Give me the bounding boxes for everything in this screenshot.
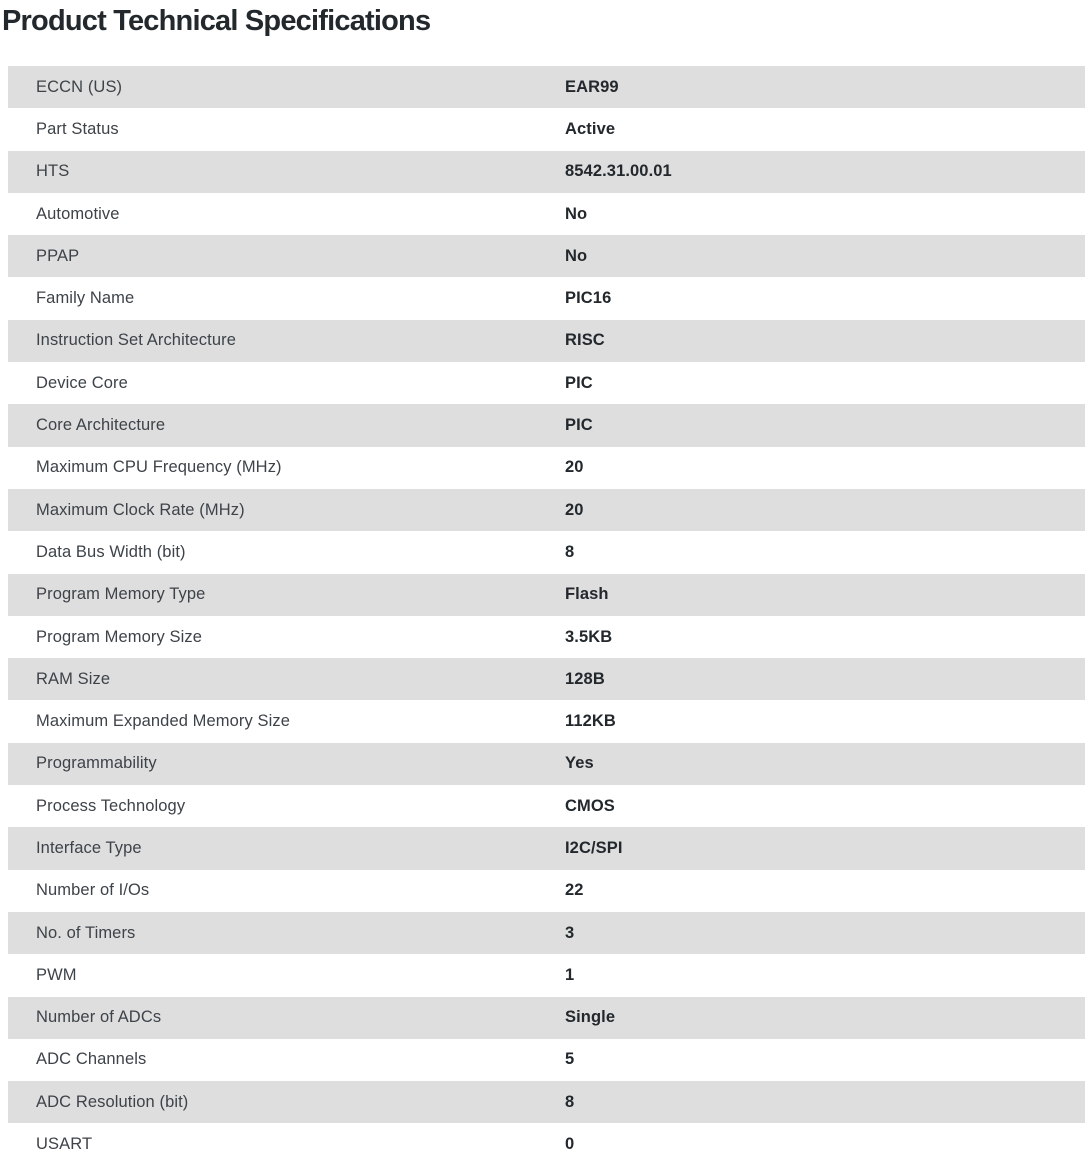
spec-value: 20 xyxy=(565,458,584,477)
spec-row xyxy=(8,1039,1085,1081)
spec-row xyxy=(8,66,1085,108)
spec-row xyxy=(8,870,1085,912)
spec-label: Maximum CPU Frequency (MHz) xyxy=(36,458,282,477)
spec-value: 22 xyxy=(565,881,584,900)
spec-row xyxy=(8,320,1085,362)
spec-value: PIC xyxy=(565,373,593,392)
spec-value: No xyxy=(565,204,588,223)
spec-label: ADC Resolution (bit) xyxy=(36,1092,189,1111)
spec-label: Programmability xyxy=(36,754,157,773)
spec-value: I2C/SPI xyxy=(565,838,623,857)
spec-label: Maximum Expanded Memory Size xyxy=(36,712,291,731)
spec-value: EAR99 xyxy=(565,77,619,96)
spec-row xyxy=(8,616,1085,658)
spec-row xyxy=(8,997,1085,1039)
spec-label: HTS xyxy=(36,162,70,181)
spec-label: No. of Timers xyxy=(36,923,136,942)
spec-label: ADC Channels xyxy=(36,1050,147,1069)
spec-row xyxy=(8,954,1085,996)
spec-label: Part Status xyxy=(36,119,119,138)
spec-value: 8 xyxy=(565,542,575,561)
spec-row xyxy=(8,912,1085,954)
spec-label: Family Name xyxy=(36,289,135,308)
spec-label: Number of I/Os xyxy=(36,881,150,900)
spec-row xyxy=(8,489,1085,531)
spec-row xyxy=(8,658,1085,700)
spec-value: No xyxy=(565,246,588,265)
spec-label: Device Core xyxy=(36,373,128,392)
spec-label: ECCN (US) xyxy=(36,77,123,96)
spec-row xyxy=(8,151,1085,193)
spec-row xyxy=(8,362,1085,404)
spec-row xyxy=(8,1123,1085,1165)
spec-row xyxy=(8,447,1085,489)
spec-value: 8 xyxy=(565,1092,575,1111)
spec-value: Single xyxy=(565,1008,616,1027)
spec-row xyxy=(8,700,1085,742)
spec-value: 3.5KB xyxy=(565,627,613,646)
spec-label: Interface Type xyxy=(36,838,142,857)
spec-row xyxy=(8,235,1085,277)
spec-label: RAM Size xyxy=(36,669,111,688)
spec-label: Instruction Set Architecture xyxy=(36,331,236,350)
spec-value: 128B xyxy=(565,669,605,688)
spec-value: 8542.31.00.01 xyxy=(565,162,672,181)
spec-label: Data Bus Width (bit) xyxy=(36,542,186,561)
spec-label: Number of ADCs xyxy=(36,1008,162,1027)
spec-label: Maximum Clock Rate (MHz) xyxy=(36,500,245,519)
spec-row xyxy=(8,193,1085,235)
spec-label: Automotive xyxy=(36,204,120,223)
spec-value: PIC16 xyxy=(565,289,612,308)
spec-value: Yes xyxy=(565,754,594,773)
spec-row xyxy=(8,277,1085,319)
spec-label: PPAP xyxy=(36,246,80,265)
spec-label: Core Architecture xyxy=(36,416,166,435)
spec-value: 3 xyxy=(565,923,575,942)
spec-label: Process Technology xyxy=(36,796,186,815)
spec-value: 0 xyxy=(565,1135,575,1154)
spec-row xyxy=(8,531,1085,573)
spec-row xyxy=(8,574,1085,616)
spec-row xyxy=(8,827,1085,869)
spec-label: Program Memory Size xyxy=(36,627,203,646)
product-spec-table xyxy=(8,66,1085,1166)
spec-value: 20 xyxy=(565,500,584,519)
spec-value: 1 xyxy=(565,965,575,984)
page-title: Product Technical Specifications xyxy=(2,5,431,37)
spec-row xyxy=(8,785,1085,827)
spec-row xyxy=(8,743,1085,785)
spec-value: RISC xyxy=(565,331,605,350)
spec-row xyxy=(8,1081,1085,1123)
spec-label: Program Memory Type xyxy=(36,585,206,604)
spec-value: PIC xyxy=(565,416,593,435)
spec-label: USART xyxy=(36,1135,93,1154)
spec-label: PWM xyxy=(36,965,77,984)
spec-value: 112KB xyxy=(565,712,616,731)
spec-value: Active xyxy=(565,119,616,138)
spec-row xyxy=(8,404,1085,446)
spec-value: CMOS xyxy=(565,796,615,815)
spec-value: Flash xyxy=(565,585,609,604)
spec-value: 5 xyxy=(565,1050,575,1069)
spec-row xyxy=(8,108,1085,150)
